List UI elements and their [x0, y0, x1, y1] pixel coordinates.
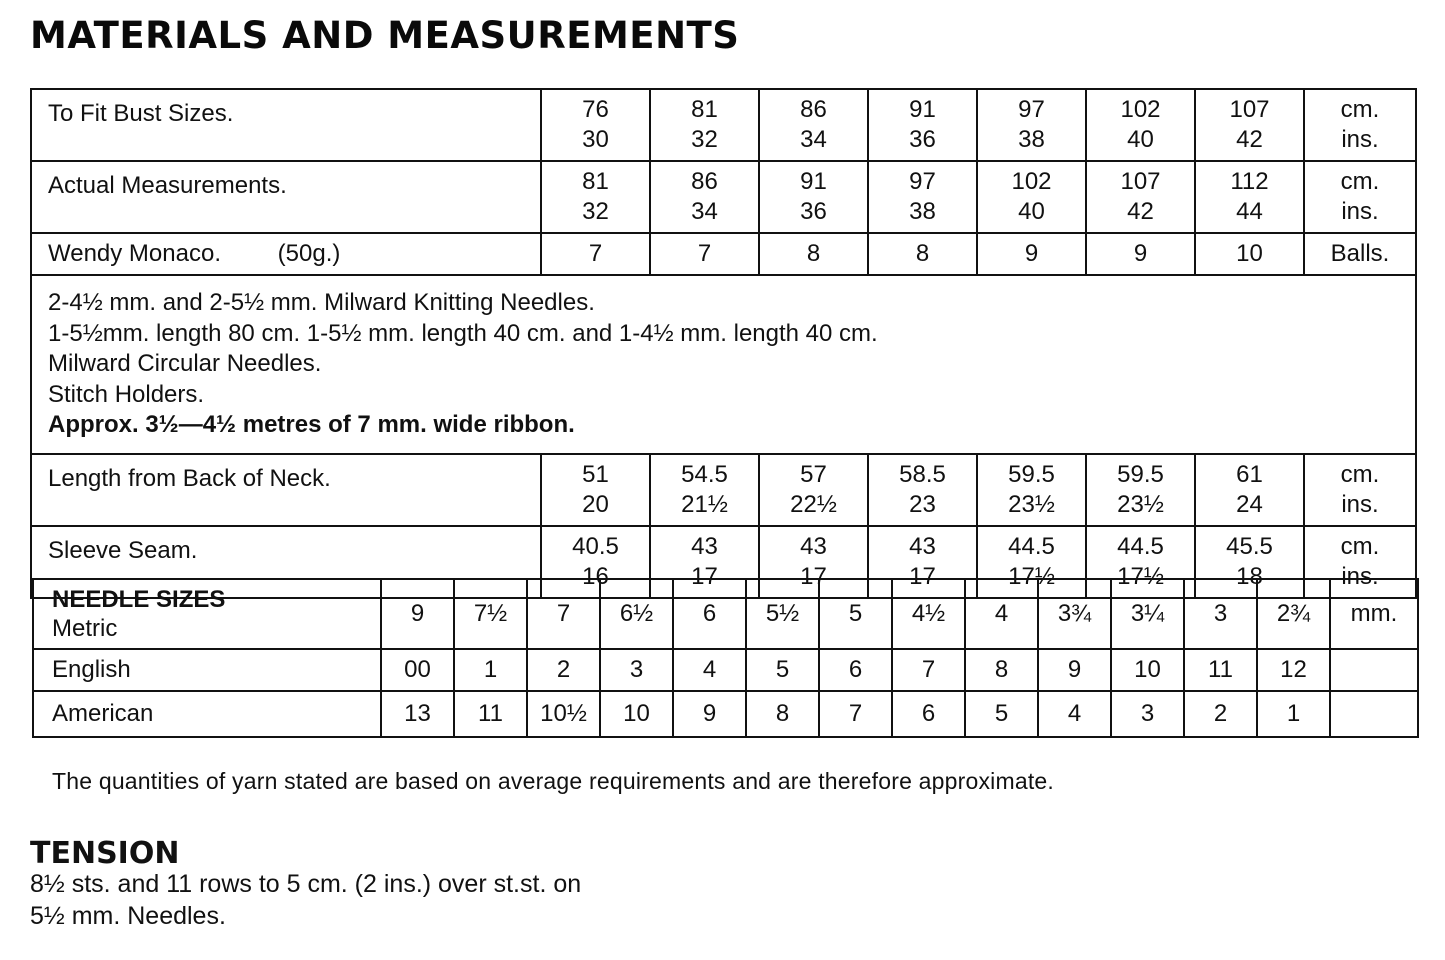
tension-heading: TENSION	[30, 836, 180, 871]
cell: 00	[381, 649, 454, 691]
cell: 107 42	[1086, 161, 1195, 233]
note-line: Stitch Holders.	[48, 380, 205, 408]
row-label: Length from Back of Neck.	[31, 454, 541, 526]
cell: 3¾	[1038, 579, 1111, 649]
yarn-footnote: The quantities of yarn stated are based on average requirements and are therefore approximate.	[52, 768, 1055, 794]
unit-cell: mm.	[1330, 579, 1418, 649]
cell: 2	[527, 649, 600, 691]
cell: 76 30	[541, 89, 650, 161]
cell: 59.5 23½	[1086, 454, 1195, 526]
row-actual-measurements	[31, 161, 1416, 233]
row-label: To Fit Bust Sizes.	[31, 89, 541, 161]
yarn-weight: (50g.)	[277, 240, 341, 267]
unit-cell	[1330, 691, 1418, 737]
tension-text	[30, 868, 581, 932]
cell: 5	[965, 691, 1038, 737]
cell: 4	[1038, 691, 1111, 737]
cell: 40.5 16	[541, 526, 650, 598]
row-label	[33, 579, 381, 649]
row-length	[31, 454, 1416, 526]
cell: 97 38	[868, 161, 977, 233]
cell: 43 17	[759, 526, 868, 598]
cell: 5	[746, 649, 819, 691]
unit-cell: cm. ins.	[1304, 454, 1416, 526]
row-materials-notes	[31, 275, 1416, 454]
unit-cell: cm. ins.	[1304, 526, 1416, 598]
unit-cell: Balls.	[1304, 233, 1416, 275]
cell: 43 17	[650, 526, 759, 598]
cell: 59.5 23½	[977, 454, 1086, 526]
row-english	[33, 649, 1418, 691]
cell: 86 34	[759, 89, 868, 161]
cell: 9	[673, 691, 746, 737]
measurements-table	[30, 88, 1417, 599]
cell: 2	[1184, 691, 1257, 737]
row-label	[31, 233, 541, 275]
cell: 8	[965, 649, 1038, 691]
cell: 6½	[600, 579, 673, 649]
row-label: American	[33, 691, 381, 737]
cell: 8	[868, 233, 977, 275]
tension-line: 8½ sts. and 11 rows to 5 cm. (2 ins.) over st.st. on	[30, 870, 582, 898]
cell: 3	[600, 649, 673, 691]
row-label: English	[33, 649, 381, 691]
cell: 51 20	[541, 454, 650, 526]
cell: 12	[1257, 649, 1330, 691]
cell: 6	[819, 649, 892, 691]
cell: 4½	[892, 579, 965, 649]
cell: 5½	[746, 579, 819, 649]
note-line-bold: Approx. 3½—4½ metres of 7 mm. wide ribbon.	[48, 411, 575, 438]
cell: 91 36	[868, 89, 977, 161]
cell: 9	[977, 233, 1086, 275]
cell: 44.5 17½	[1086, 526, 1195, 598]
row-label: Actual Measurements.	[31, 161, 541, 233]
cell: 81 32	[650, 89, 759, 161]
cell: 9	[1038, 649, 1111, 691]
row-metric	[33, 579, 1418, 649]
needle-sizes-heading: NEEDLE SIZES	[52, 586, 226, 613]
cell: 7	[892, 649, 965, 691]
unit-cell: cm. ins.	[1304, 89, 1416, 161]
cell: 9	[1086, 233, 1195, 275]
cell: 7	[819, 691, 892, 737]
cell: 4	[673, 649, 746, 691]
cell: 7	[650, 233, 759, 275]
cell: 8	[759, 233, 868, 275]
cell: 43 17	[868, 526, 977, 598]
cell: 10	[600, 691, 673, 737]
cell: 10	[1195, 233, 1304, 275]
tension-line: 5½ mm. Needles.	[30, 902, 226, 930]
cell: 3¼	[1111, 579, 1184, 649]
cell: 7	[541, 233, 650, 275]
note-line: 2-4½ mm. and 2-5½ mm. Milward Knitting Needles.	[48, 289, 595, 316]
cell: 91 36	[759, 161, 868, 233]
row-bust-sizes	[31, 89, 1416, 161]
cell: 11	[1184, 649, 1257, 691]
cell: 44.5 17½	[977, 526, 1086, 598]
cell: 11	[454, 691, 527, 737]
unit-cell: cm. ins.	[1304, 161, 1416, 233]
cell: 58.5 23	[868, 454, 977, 526]
cell: 3	[1184, 579, 1257, 649]
cell: 61 24	[1195, 454, 1304, 526]
unit-cell	[1330, 649, 1418, 691]
cell: 102 40	[977, 161, 1086, 233]
cell: 102 40	[1086, 89, 1195, 161]
note-line: 1-5½mm. length 80 cm. 1-5½ mm. length 40 cm. and 1-4½ mm. length 40 cm.	[48, 319, 878, 347]
yarn-name: Wendy Monaco.	[48, 240, 221, 267]
cell: 97 38	[977, 89, 1086, 161]
cell: 45.5 18	[1195, 526, 1304, 598]
cell: 7½	[454, 579, 527, 649]
cell: 13	[381, 691, 454, 737]
needle-sizes-table	[32, 578, 1419, 738]
materials-notes	[31, 275, 1416, 454]
cell: 57 22½	[759, 454, 868, 526]
cell: 10½	[527, 691, 600, 737]
row-american	[33, 691, 1418, 737]
cell: 86 34	[650, 161, 759, 233]
note-line: Milward Circular Needles.	[48, 350, 322, 377]
cell: 3	[1111, 691, 1184, 737]
cell: 54.5 21½	[650, 454, 759, 526]
cell: 1	[1257, 691, 1330, 737]
cell: 112 44	[1195, 161, 1304, 233]
cell: 8	[746, 691, 819, 737]
row-yarn	[31, 233, 1416, 275]
cell: 1	[454, 649, 527, 691]
row-label: Sleeve Seam.	[31, 526, 541, 598]
cell: 5	[819, 579, 892, 649]
page-title: MATERIALS AND MEASUREMENTS	[30, 14, 740, 57]
cell: 9	[381, 579, 454, 649]
cell: 2¾	[1257, 579, 1330, 649]
metric-label: Metric	[52, 615, 118, 642]
cell: 81 32	[541, 161, 650, 233]
cell: 107 42	[1195, 89, 1304, 161]
cell: 6	[673, 579, 746, 649]
cell: 10	[1111, 649, 1184, 691]
cell: 4	[965, 579, 1038, 649]
cell: 7	[527, 579, 600, 649]
cell: 6	[892, 691, 965, 737]
